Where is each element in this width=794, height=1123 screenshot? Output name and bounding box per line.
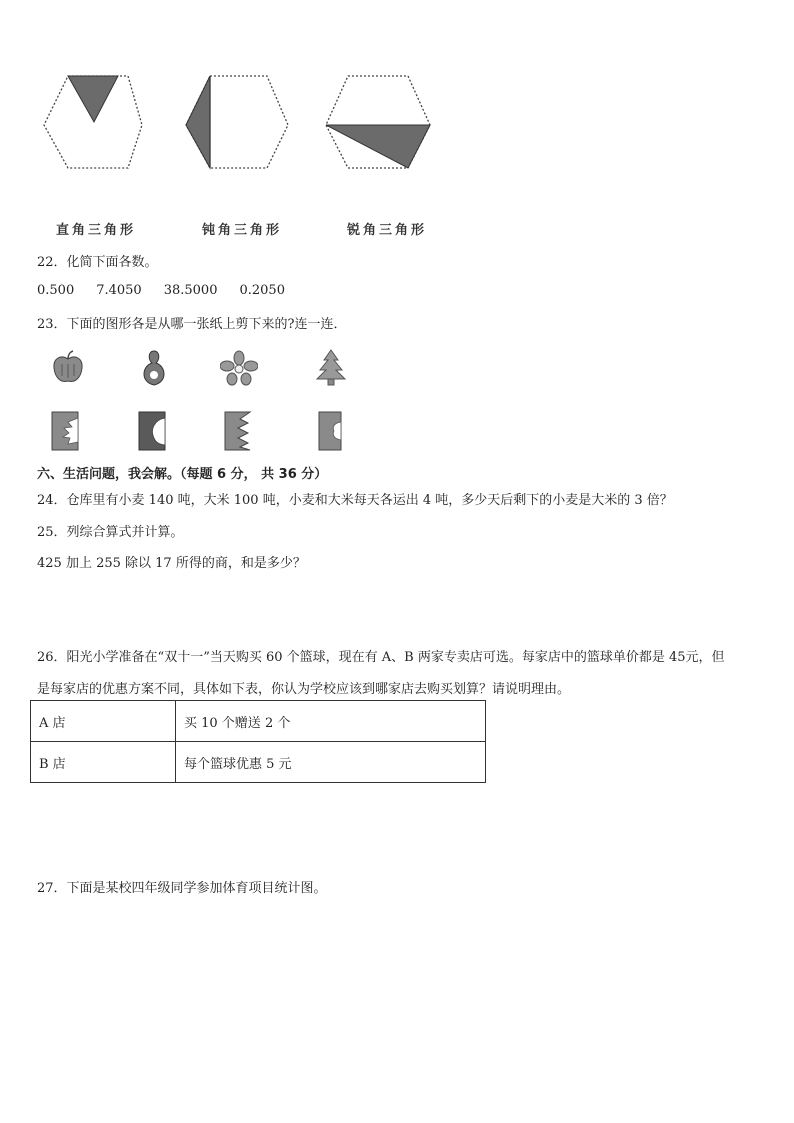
hexagon-figures [30, 70, 450, 180]
question-22-title: 22．化简下面各数。 [37, 255, 158, 270]
section-6-heading: 六、生活问题，我会解。（每题 6 分， 共 36 分） [37, 467, 328, 482]
question-25-text: 425 加上 255 除以 17 所得的商，和是多少？ [37, 556, 306, 571]
hexagon-label-acute: 锐角三角形 [347, 223, 428, 238]
offer-cell: 每个篮球优惠 5 元 [176, 742, 486, 783]
question-22-numbers [37, 283, 285, 298]
number-item: 0.500 [37, 283, 75, 298]
shop-name-cell: A 店 [31, 701, 176, 742]
hexagon-label-obtuse: 钝角三角形 [202, 223, 283, 238]
hexagon-right-triangle [44, 76, 142, 168]
number-item: 38.5000 [163, 283, 218, 298]
hexagon-acute-triangle [326, 76, 430, 168]
shop-name-cell: B 店 [31, 742, 176, 783]
question-25-title: 25．列综合算式并计算。 [37, 525, 184, 540]
number-item: 0.2050 [239, 283, 285, 298]
zigzag-cut-paper [222, 410, 256, 452]
question-27-text: 27．下面是某校四年级同学参加体育项目统计图。 [37, 881, 327, 896]
question-26-line-1: 26．阳光小学准备在“双十一”当天购买 60 个篮球，现在有 A、B 两家专卖店可选。每家店中的篮球单价都是 45元，但 [37, 650, 725, 665]
gourd-icon [136, 348, 172, 388]
offer-cell: 买 10 个赠送 2 个 [176, 701, 486, 742]
shop-offer-table [30, 700, 486, 783]
tree-icon [314, 348, 348, 386]
round-cut-paper [314, 410, 348, 452]
flower-icon [220, 350, 258, 386]
table-row [31, 742, 486, 783]
maple-leaf-cut-paper [50, 410, 84, 452]
number-item: 7.4050 [96, 283, 142, 298]
question-26-line-2: 是每家店的优惠方案不同，具体如下表，你认为学校应该到哪家店去购买划算？请说明理由。 [37, 682, 571, 697]
question-24-text: 24．仓库里有小麦 140 吨，大米 100 吨，小麦和大米每天各运出 4 吨，多少天后剩下的小麦是大米的 3 倍？ [37, 493, 673, 508]
apple-icon [50, 350, 86, 386]
question-23-title: 23．下面的图形各是从哪一张纸上剪下来的?连一连． [37, 317, 347, 332]
table-row [31, 701, 486, 742]
hexagon-label-right: 直角三角形 [56, 223, 137, 238]
crescent-cut-paper [136, 410, 170, 452]
hexagon-obtuse-triangle [186, 76, 288, 168]
